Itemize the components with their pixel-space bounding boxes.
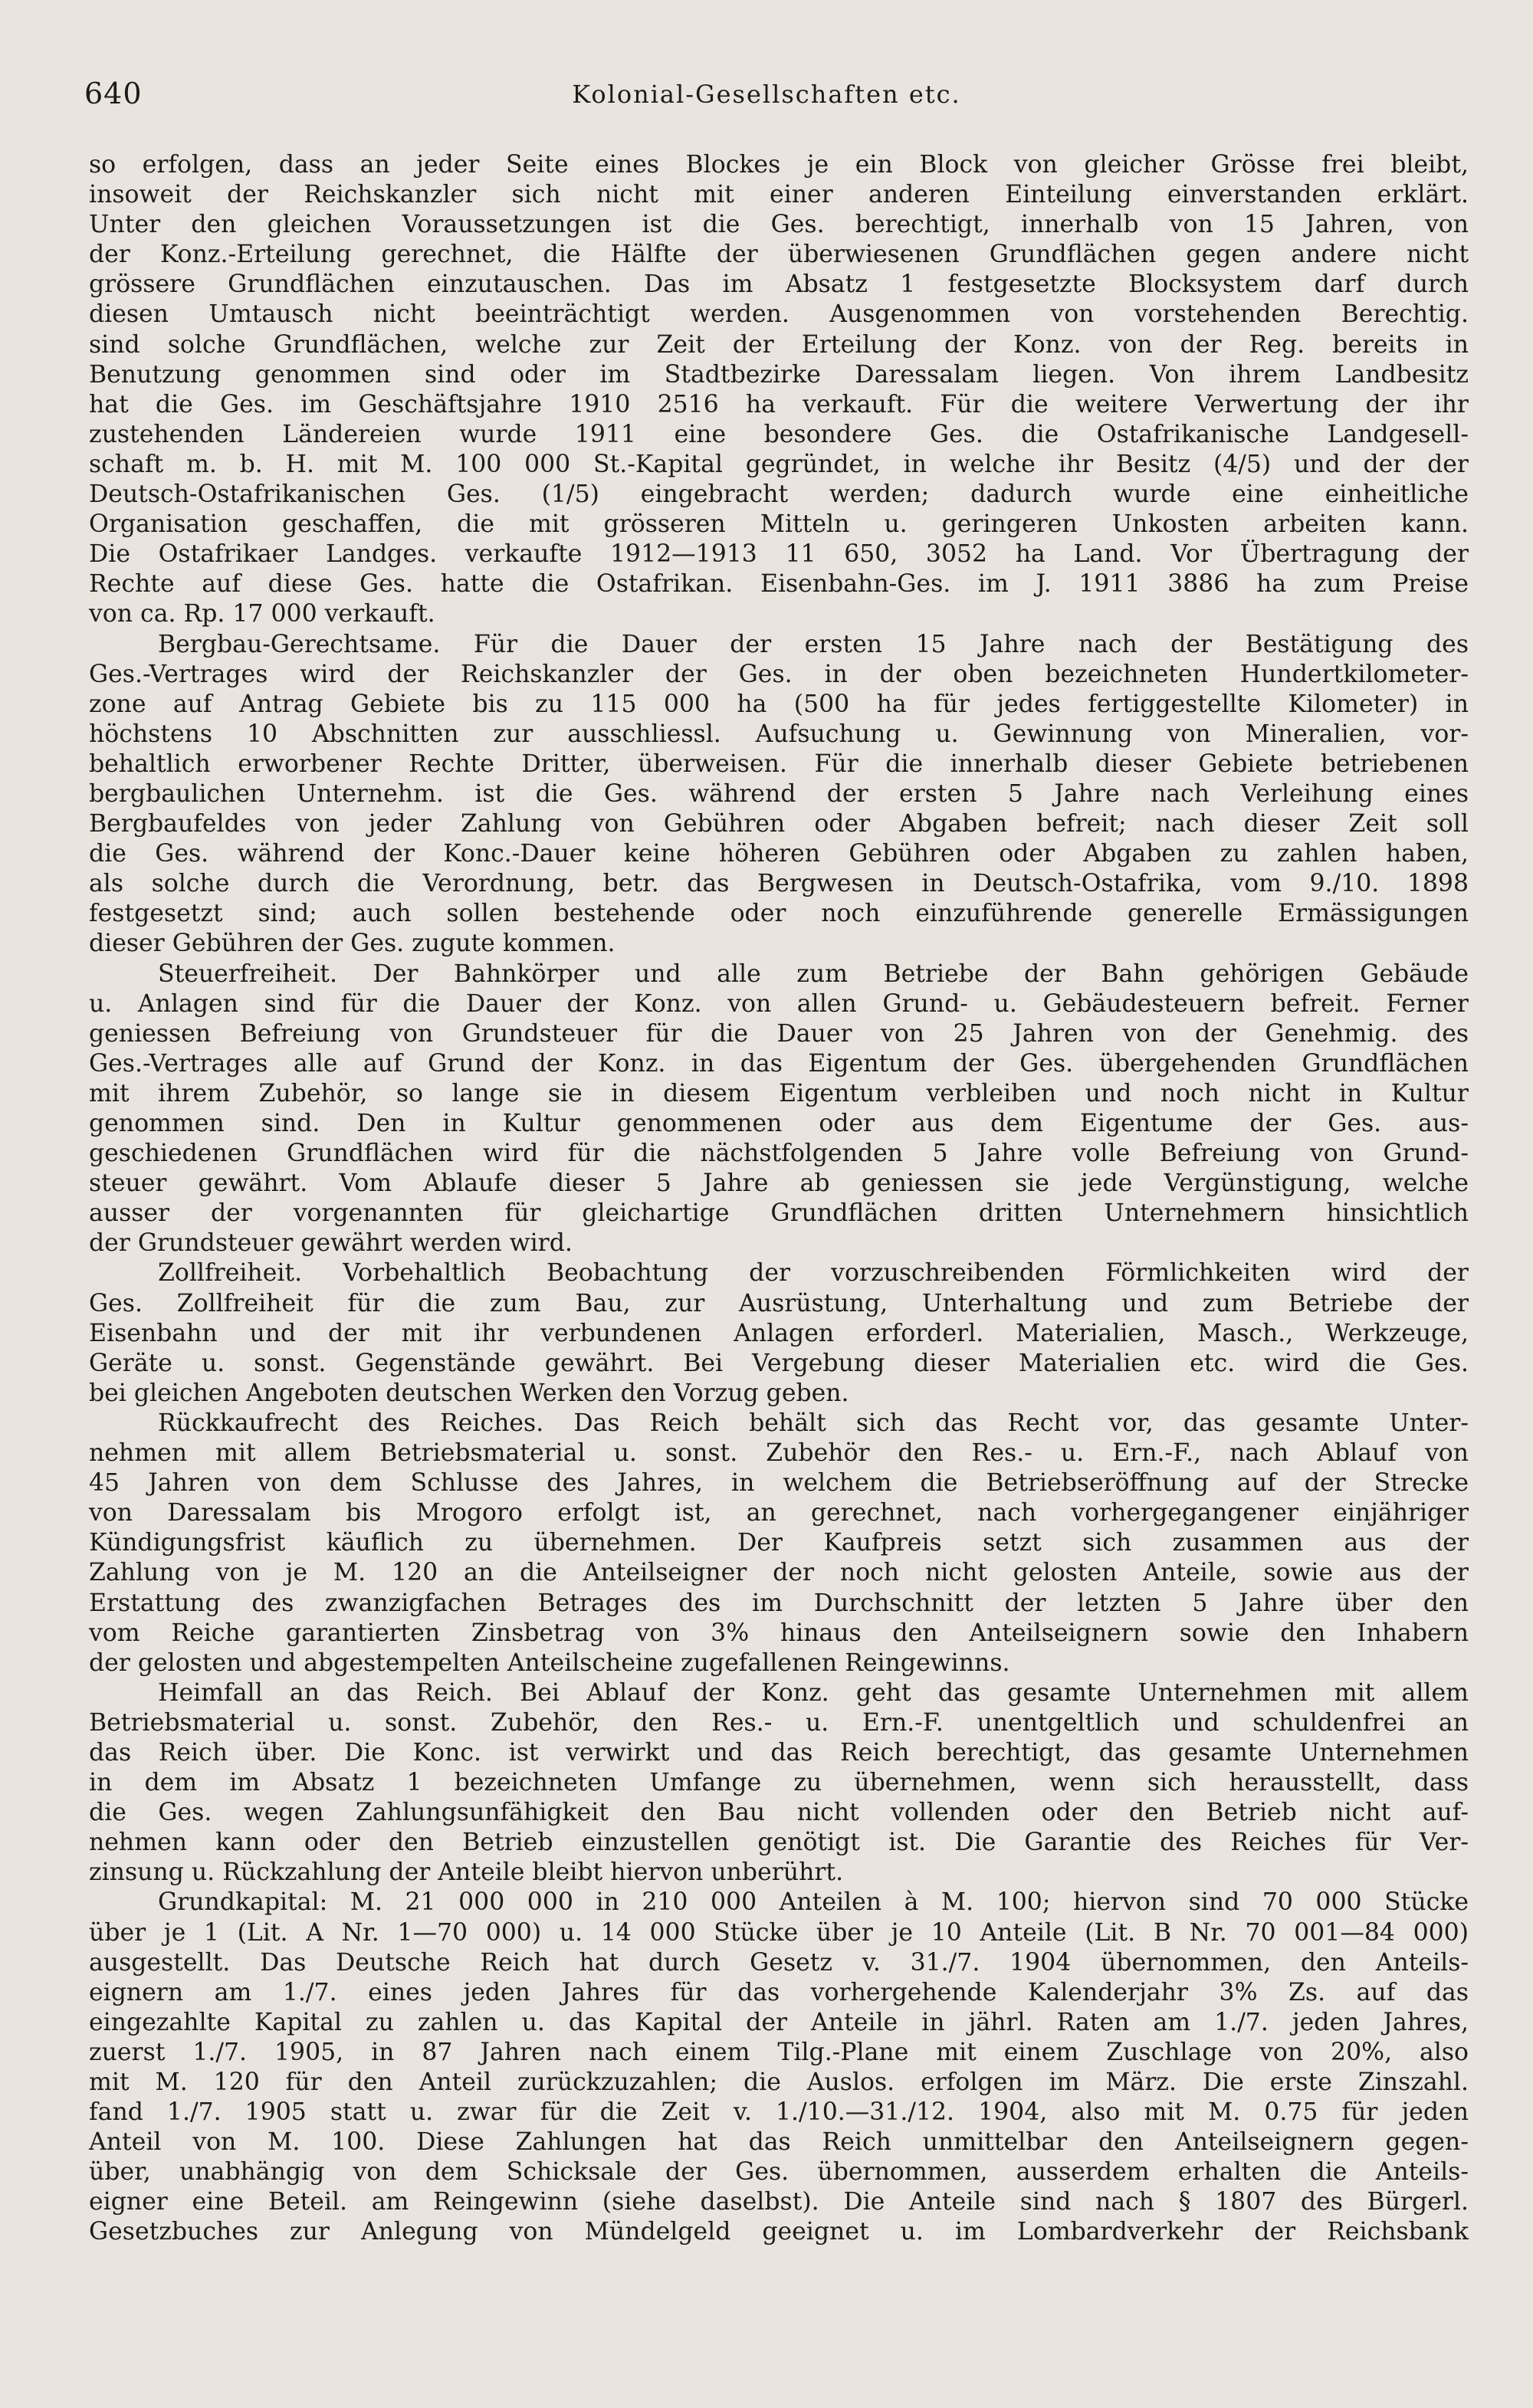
text-line: hat die Ges. im Geschäftsjahre 1910 2516 ha verkauft. Für die weitere Verwertung der ihr: [89, 390, 1469, 418]
text-line: der Grundsteuer gewährt werden wird.: [89, 1229, 573, 1258]
text-line: Unter den gleichen Voraussetzungen ist die Ges. berechtigt, innerhalb von 15 Jahren, von: [89, 211, 1469, 239]
text-line: vom Reiche garantierten Zinsbetrag von 3% hinaus den Anteilseignern sowie den Inhabern: [89, 1619, 1469, 1647]
paragraph-start: Bergbau-Gerechtsame. Für die Dauer der ersten 15 Jahre nach der Bestätigung des: [158, 630, 1469, 658]
text-line: zone auf Antrag Gebiete bis zu 115 000 ha (500 ha für jedes fertiggestellte Kilometer) in: [89, 690, 1469, 718]
text-line: 45 Jahren von dem Schlusse des Jahres, in welchem die Betriebseröffnung auf der Strecke: [89, 1469, 1469, 1498]
text-line: Kündigungsfrist käuflich zu übernehmen. Der Kaufpreis setzt sich zusammen aus der: [89, 1529, 1469, 1557]
text-line: von ca. Rp. 17 000 verkauft.: [89, 600, 435, 628]
body-text: [89, 150, 1469, 2248]
text-line: Die Ostafrikaer Landges. verkaufte 1912—1913 11 650, 3052 ha Land. Vor Übertragung der: [89, 540, 1469, 569]
text-line: Bergbaufeldes von jeder Zahlung von Gebühren oder Abgaben befreit; nach dieser Zeit soll: [89, 810, 1469, 838]
text-line: Zahlung von je M. 120 an die Anteilseigner der noch nicht gelosten Anteile, sowie aus der: [89, 1559, 1469, 1587]
text-line: mit ihrem Zubehör, so lange sie in diesem Eigentum verbleiben und noch nicht in Kultur: [89, 1079, 1469, 1107]
text-line: Geräte u. sonst. Gegenstände gewährt. Bei Vergebung dieser Materialien etc. wird die Ges.: [89, 1349, 1469, 1377]
paragraph-start: Steuerfreiheit. Der Bahnkörper und alle zum Betriebe der Bahn gehörigen Gebäude: [158, 960, 1469, 988]
text-line: Organisation geschaffen, die mit grösseren Mitteln u. geringeren Unkosten arbeiten kann.: [89, 510, 1469, 539]
text-line: fand 1./7. 1905 statt u. zwar für die Zeit v. 1./10.—31./12. 1904, also mit M. 0.75 für jeden: [89, 2098, 1469, 2127]
text-line: so erfolgen, dass an jeder Seite eines Blockes je ein Block von gleicher Grösse frei bleibt,: [89, 151, 1469, 179]
text-line: über, unabhängig von dem Schicksale der Ges. übernommen, ausserdem erhalten die Anteils-: [89, 2158, 1469, 2187]
text-line: zinsung u. Rückzahlung der Anteile bleibt hiervon unberührt.: [89, 1858, 844, 1887]
text-line: die Ges. wegen Zahlungsunfähigkeit den Bau nicht vollenden oder den Betrieb nicht auf-: [89, 1799, 1469, 1827]
text-line: Ges.-Vertrages wird der Reichskanzler der Ges. in der oben bezeichneten Hundertkilometer-: [89, 660, 1469, 688]
text-line: Anteil von M. 100. Diese Zahlungen hat das Reich unmittelbar den Anteilseignern gegen-: [89, 2128, 1469, 2157]
paragraph-start-grundkapital: Grundkapital: M. 21 000 000 in 210 000 Anteilen à M. 100; hiervon sind 70 000 Stücke: [158, 1888, 1469, 1917]
text-line: Gesetzbuches zur Anlegung von Mündelgeld geeignet u. im Lombardverkehr der Reichsbank: [89, 2218, 1469, 2246]
text-line: bei gleichen Angeboten deutschen Werken den Vorzug geben.: [89, 1379, 849, 1407]
text-line: Betriebsmaterial u. sonst. Zubehör, den Res.- u. Ern.-F. unentgeltlich und schuldenfrei an: [89, 1708, 1469, 1737]
text-line: behaltlich erworbener Rechte Dritter, überweisen. Für die innerhalb dieser Gebiete betriebenen: [89, 750, 1469, 778]
text-line: steuer gewährt. Vom Ablaufe dieser 5 Jahre ab geniessen sie jede Vergünstigung, welche: [89, 1170, 1469, 1198]
text-line: bergbaulichen Unternehm. ist die Ges. während der ersten 5 Jahre nach Verleihung eines: [89, 779, 1469, 808]
text-line: eigner eine Beteil. am Reingewinn (siehe daselbst). Die Anteile sind nach § 1807 des Bürgerl.: [89, 2188, 1469, 2216]
text-line: schaft m. b. H. mit M. 100 000 St.-Kapital gegründet, in welche ihr Besitz (4/5) und der der: [89, 450, 1469, 478]
text-line: insoweit der Reichskanzler sich nicht mit einer anderen Einteilung einverstanden erklärt.: [89, 181, 1469, 209]
text-line: geschiedenen Grundflächen wird für die nächstfolgenden 5 Jahre volle Befreiung von Grund-: [89, 1140, 1469, 1168]
text-line: Eisenbahn und der mit ihr verbundenen Anlagen erforderl. Materialien, Masch., Werkzeuge,: [89, 1319, 1469, 1347]
text-line: über je 1 (Lit. A Nr. 1—70 000) u. 14 000 Stücke über je 10 Anteile (Lit. B Nr. 70 001—84 000): [89, 1918, 1469, 1947]
text-line: Ges. Zollfreiheit für die zum Bau, zur Ausrüstung, Unterhaltung und zum Betriebe der: [89, 1289, 1469, 1317]
text-line: nehmen kann oder den Betrieb einzustellen genötigt ist. Die Garantie des Reiches für Ver-: [89, 1829, 1469, 1857]
text-line: das Reich über. Die Konc. ist verwirkt und das Reich berechtigt, das gesamte Unternehmen: [89, 1738, 1469, 1767]
text-line: mit M. 120 für den Anteil zurückzuzahlen; die Auslos. erfolgen im März. Die erste Zinszahl.: [89, 2068, 1469, 2096]
text-line: Erstattung des zwanzigfachen Betrages des im Durchschnitt der letzten 5 Jahre über den: [89, 1589, 1469, 1617]
text-line: zuerst 1./7. 1905, in 87 Jahren nach einem Tilg.-Plane mit einem Zuschlage von 20%, also: [89, 2038, 1469, 2066]
text-line: geniessen Befreiung von Grundsteuer für die Dauer von 25 Jahren von der Genehmig. des: [89, 1019, 1469, 1048]
paragraph-start: Heimfall an das Reich. Bei Ablauf der Konz. geht das gesamte Unternehmen mit allem: [158, 1678, 1469, 1707]
paragraph-start: Rückkaufrecht des Reiches. Das Reich behält sich das Recht vor, das gesamte Unter-: [158, 1409, 1469, 1437]
text-line: höchstens 10 Abschnitten zur ausschliessl. Aufsuchung u. Gewinnung von Mineralien, vor-: [89, 720, 1469, 748]
text-line: in dem im Absatz 1 bezeichneten Umfange zu übernehmen, wenn sich herausstellt, dass: [89, 1769, 1469, 1797]
text-line: Benutzung genommen sind oder im Stadtbezirke Daressalam liegen. Von ihrem Landbesitz: [89, 360, 1469, 389]
text-line: festgesetzt sind; auch sollen bestehende oder noch einzuführende generelle Ermässigungen: [89, 900, 1469, 928]
text-line: ausgestellt. Das Deutsche Reich hat durch Gesetz v. 31./7. 1904 übernommen, den Anteils-: [89, 1948, 1469, 1977]
text-line: der gelosten und abgestempelten Anteilscheine zugefallenen Reingewinns.: [89, 1649, 1010, 1677]
text-line: der Konz.-Erteilung gerechnet, die Hälfte der überwiesenen Grundflächen gegen andere nicht: [89, 241, 1469, 269]
text-line: sind solche Grundflächen, welche zur Zeit der Erteilung der Konz. von der Reg. bereits in: [89, 330, 1469, 359]
page-header: [84, 77, 1449, 123]
running-title: Kolonial-Gesellschaften etc.: [572, 80, 961, 109]
text-line: ausser der vorgenannten für gleichartige Grundflächen dritten Unternehmern hinsichtlich: [89, 1199, 1469, 1228]
page-number: 640: [84, 77, 143, 110]
text-line: als solche durch die Verordnung, betr. das Bergwesen in Deutsch-Ostafrika, vom 9./10. 1898: [89, 870, 1469, 898]
text-line: Ges.-Vertrages alle auf Grund der Konz. in das Eigentum der Ges. übergehenden Grundflächen: [89, 1049, 1469, 1078]
paragraph-start: Zollfreiheit. Vorbehaltlich Beobachtung der vorzuschreibenden Förmlichkeiten wird der: [158, 1259, 1469, 1288]
text-line: genommen sind. Den in Kultur genommenen oder aus dem Eigentume der Ges. aus-: [89, 1110, 1469, 1137]
text-line: nehmen mit allem Betriebsmaterial u. sonst. Zubehör den Res.- u. Ern.-F., nach Ablauf von: [89, 1439, 1469, 1468]
text-line: eingezahlte Kapital zu zahlen u. das Kapital der Anteile in jährl. Raten am 1./7. jeden Jahres,: [89, 2008, 1469, 2036]
text-line: u. Anlagen sind für die Dauer der Konz. von allen Grund- u. Gebäudesteuern befreit. Ferner: [89, 989, 1469, 1018]
text-line: eignern am 1./7. eines jeden Jahres für das vorhergehende Kalenderjahr 3% Zs. auf das: [89, 1978, 1469, 2006]
text-line: zustehenden Ländereien wurde 1911 eine besondere Ges. die Ostafrikanische Landgesell-: [89, 420, 1469, 448]
text-line: diesen Umtausch nicht beeinträchtigt werden. Ausgenommen von vorstehenden Berechtig.: [89, 300, 1469, 329]
text-line: Rechte auf diese Ges. hatte die Ostafrikan. Eisenbahn-Ges. im J. 1911 3886 ha zum Preise: [89, 570, 1469, 599]
text-line: die Ges. während der Konc.-Dauer keine höheren Gebühren oder Abgaben zu zahlen haben,: [89, 840, 1469, 868]
text-line: dieser Gebühren der Ges. zugute kommen.: [89, 930, 615, 958]
text-line: von Daressalam bis Mrogoro erfolgt ist, an gerechnet, nach vorhergegangener einjähriger: [89, 1499, 1469, 1527]
text-line: Deutsch-Ostafrikanischen Ges. (1/5) eingebracht werden; dadurch wurde eine einheitliche: [89, 481, 1469, 509]
text-line: grössere Grundflächen einzutauschen. Das im Absatz 1 festgesetzte Blocksystem darf durch: [89, 271, 1469, 299]
